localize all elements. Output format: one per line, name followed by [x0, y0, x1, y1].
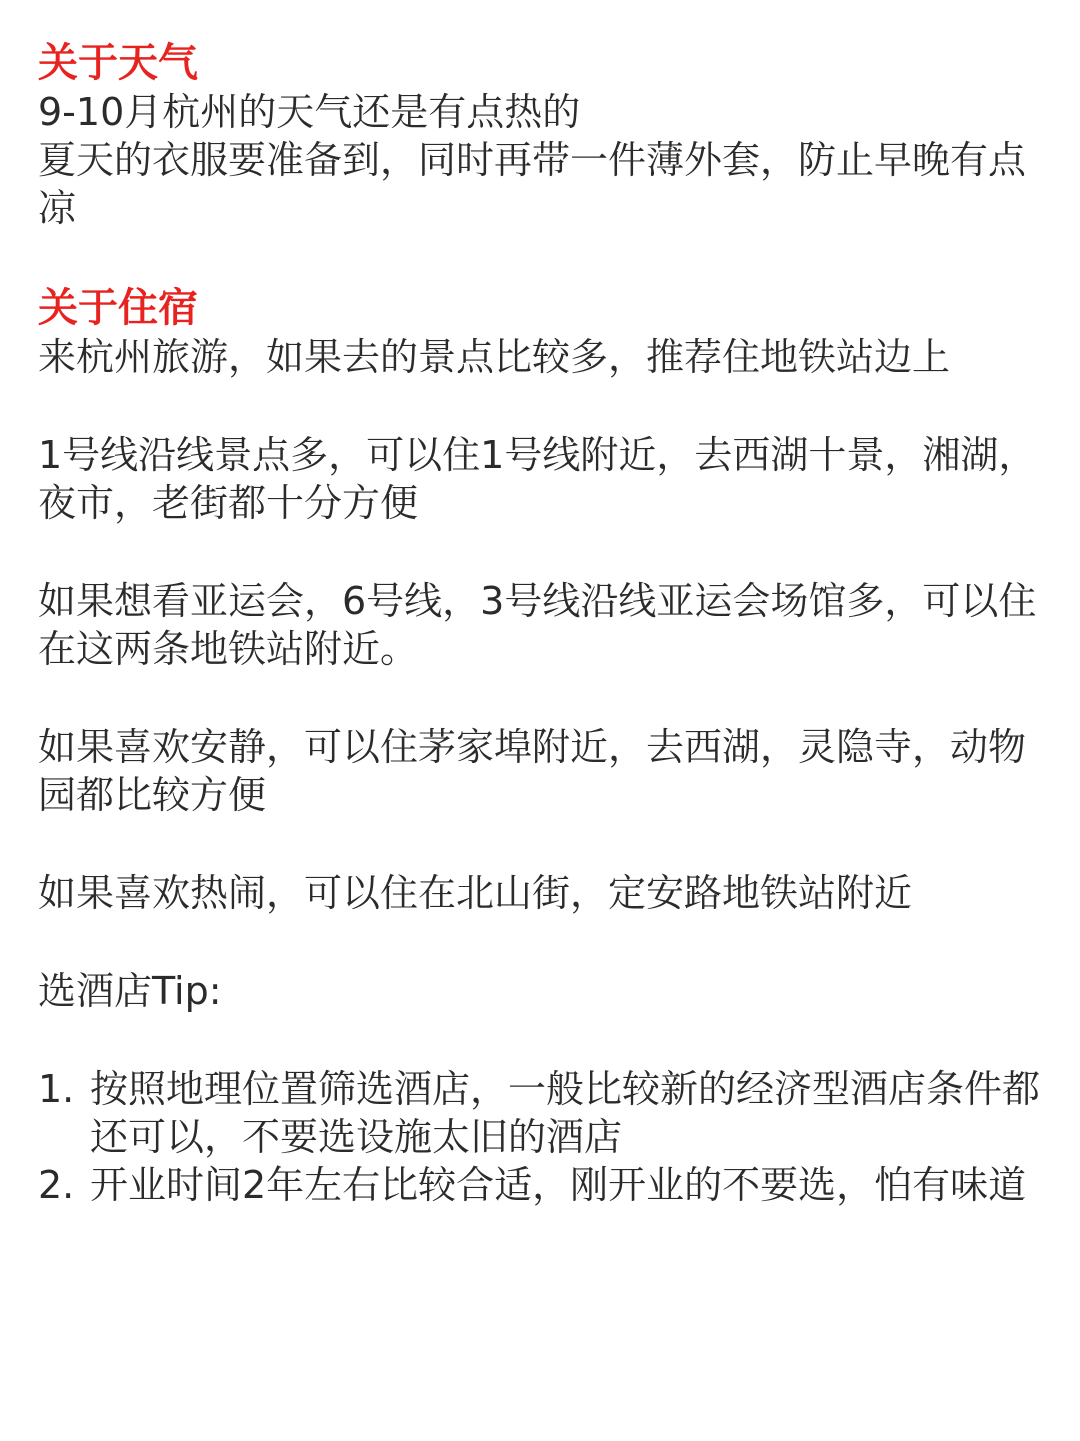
- weather-line-2: 夏天的衣服要准备到，同时再带一件薄外套，防止早晚有点凉: [38, 138, 1027, 230]
- lodging-asian-games-paragraph: 如果想看亚运会，6号线，3号线沿线亚运会场馆多，可以住在这两条地铁站附近。: [38, 579, 1037, 671]
- lodging-line1-paragraph: 1号线沿线景点多，可以住1号线附近，去西湖十景，湘湖，夜市，老街都十分方便: [38, 433, 1037, 525]
- list-item: [38, 1161, 1048, 1209]
- spacer: [38, 527, 1048, 577]
- lodging-lively-paragraph: 如果喜欢热闹，可以住在北山街，定安路地铁站附近: [38, 871, 913, 915]
- list-item-text: 开业时间2年左右比较合适，刚开业的不要选，怕有味道: [90, 1163, 1027, 1207]
- lodging-heading: 关于住宿: [38, 285, 198, 331]
- tips-list: [38, 1065, 1048, 1209]
- lodging-quiet-paragraph: 如果喜欢安静，可以住茅家埠附近，去西湖，灵隐寺，动物园都比较方便: [38, 725, 1027, 817]
- tips-title: 选酒店Tip:: [38, 969, 222, 1013]
- list-item-number: 1.: [38, 1067, 75, 1111]
- spacer: [38, 673, 1048, 723]
- list-item: [38, 1065, 1048, 1161]
- spacer: [38, 819, 1048, 869]
- weather-line-1: 9-10月杭州的天气还是有点热的: [38, 90, 581, 134]
- list-item-number: 2.: [38, 1163, 75, 1207]
- spacer: [38, 917, 1048, 967]
- list-item-text: 按照地理位置筛选酒店，一般比较新的经济型酒店条件都还可以，不要选设施太旧的酒店: [90, 1067, 1041, 1159]
- spacer: [38, 232, 1048, 283]
- weather-heading: 关于天气: [38, 40, 198, 86]
- lodging-intro: 来杭州旅游，如果去的景点比较多，推荐住地铁站边上: [38, 335, 951, 379]
- article: [38, 38, 1048, 1209]
- spacer: [38, 381, 1048, 431]
- spacer: [38, 1015, 1048, 1065]
